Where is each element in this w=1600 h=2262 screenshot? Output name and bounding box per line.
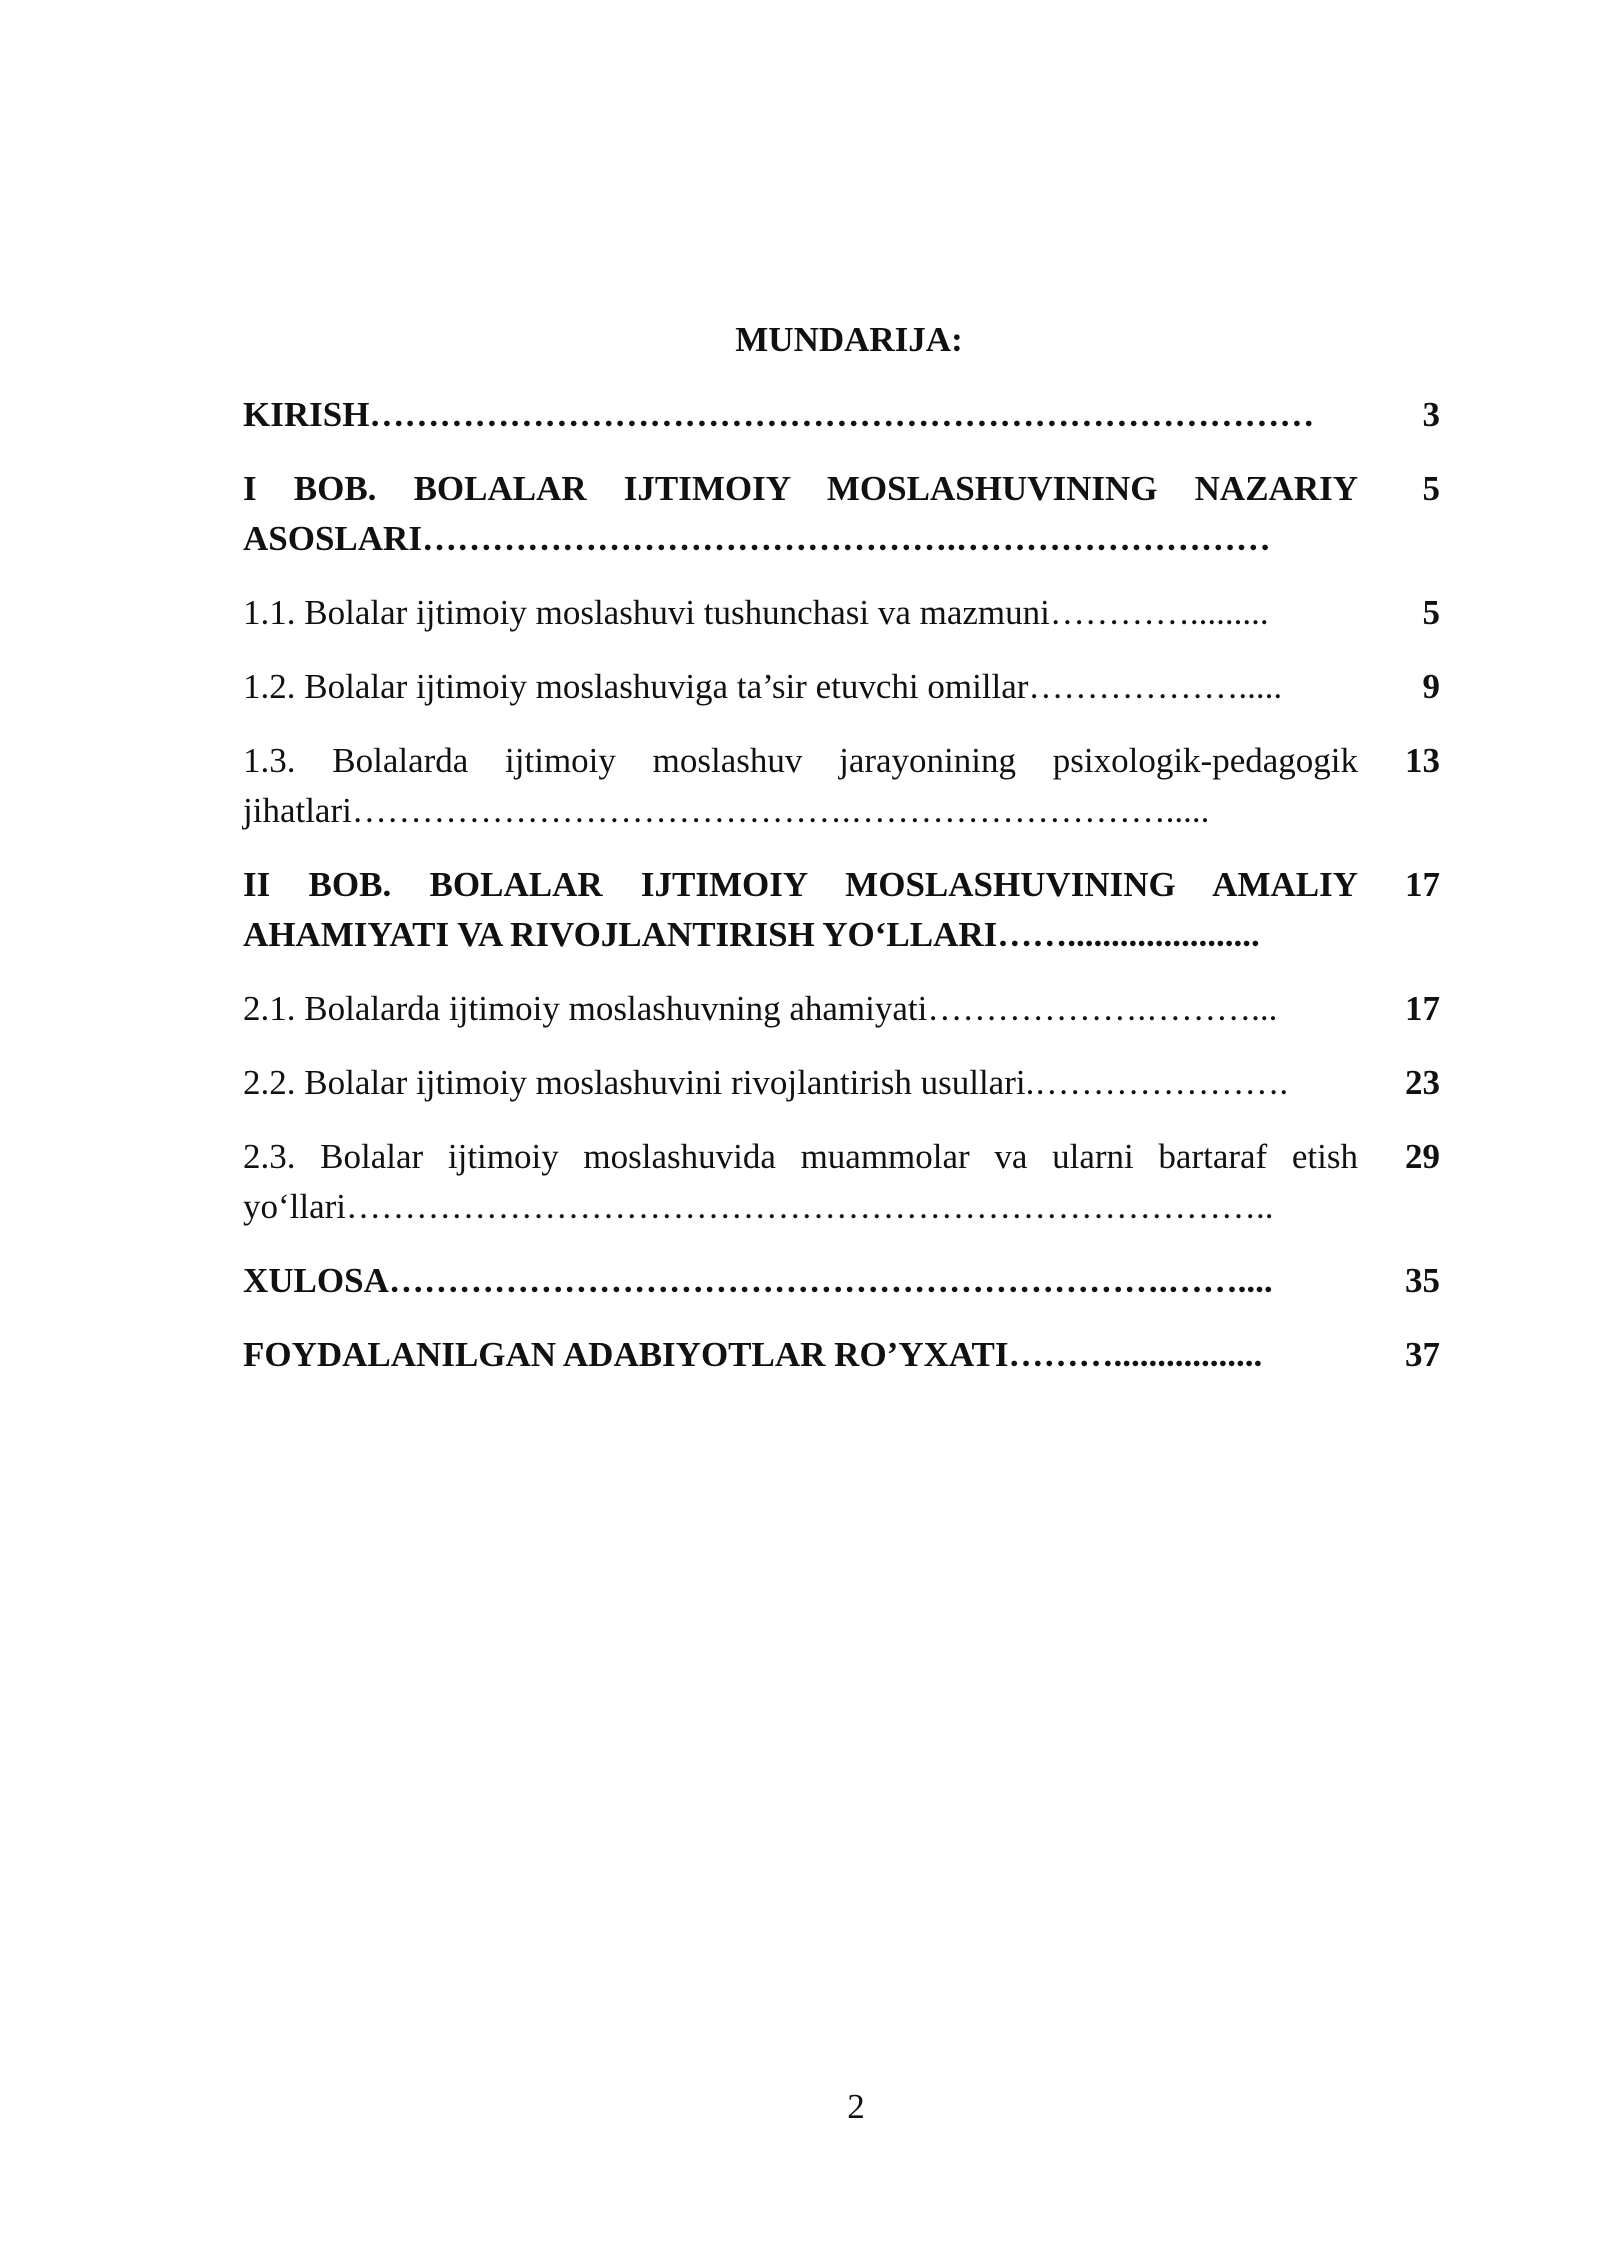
toc-entry-section-2-1	[243, 984, 1440, 1034]
toc-entry-xulosa	[243, 1256, 1440, 1306]
toc-entry-text: XULOSA………………………………………………………….……....	[243, 1261, 1273, 1300]
toc-entry-section-1-3	[243, 736, 1440, 836]
toc-entry-section-1-2	[243, 662, 1440, 712]
toc-entry-section-1-1	[243, 588, 1440, 638]
page-number: 2	[847, 2087, 865, 2126]
toc-entry-text: 2.1. Bolalarda ijtimoiy moslashuvning ahamiyati……………….………...	[243, 989, 1278, 1028]
toc-entry-text: 1.3. Bolalarda ijtimoiy moslashuv jarayonining psixologik-pedagogik jihatlari…………………………………….……………………….....	[243, 741, 1358, 830]
toc-entry-text: 1.1. Bolalar ijtimoiy moslashuvi tushunchasi va mazmuni………….........	[243, 593, 1269, 632]
toc-entry-section-2-2	[243, 1058, 1440, 1108]
toc-entry-text: I BOB. BOLALAR IJTIMOIY MOSLASHUVINING NAZARIY ASOSLARI……………………………………….………………………	[243, 469, 1358, 558]
toc-entry-chapter-2	[243, 860, 1440, 960]
toc-entry-chapter-1	[243, 464, 1440, 564]
toc-entry-text: KIRISH………………………………………………………………………	[243, 395, 1315, 434]
toc-entry-page: 29	[1405, 1137, 1440, 1176]
toc-entry-kirish	[243, 390, 1440, 440]
toc-entry-page: 35	[1405, 1261, 1440, 1300]
page-title: MUNDARIJA:	[735, 320, 963, 359]
toc-entry-text: II BOB. BOLALAR IJTIMOIY MOSLASHUVINING AMALIY AHAMIYATI VA RIVOJLANTIRISH YO‘LLARI……......................	[243, 865, 1358, 954]
toc-entry-page: 23	[1405, 1063, 1440, 1102]
toc-entry-text: 2.2. Bolalar ijtimoiy moslashuvini rivojlantirish usullari.………………….	[243, 1063, 1289, 1102]
table-of-contents	[243, 390, 1440, 1404]
toc-entry-page: 17	[1405, 865, 1440, 904]
toc-entry-text: 1.2. Bolalar ijtimoiy moslashuviga ta’sir etuvchi omillar……………….....	[243, 667, 1283, 706]
toc-entry-page: 5	[1422, 469, 1440, 508]
toc-entry-page: 9	[1422, 667, 1440, 706]
toc-entry-page: 3	[1422, 395, 1440, 434]
toc-entry-text: FOYDALANILGAN ADABIYOTLAR RO’YXATI……….................	[243, 1335, 1263, 1374]
toc-entry-bibliography	[243, 1330, 1440, 1380]
toc-entry-page: 37	[1405, 1335, 1440, 1374]
toc-entry-page: 5	[1422, 593, 1440, 632]
toc-entry-page: 13	[1405, 741, 1440, 780]
toc-entry-section-2-3	[243, 1132, 1440, 1232]
toc-entry-text: 2.3. Bolalar ijtimoiy moslashuvida muammolar va ularni bartaraf etish yo‘llari……………………………………………………………………..	[243, 1137, 1358, 1226]
toc-entry-page: 17	[1405, 989, 1440, 1028]
